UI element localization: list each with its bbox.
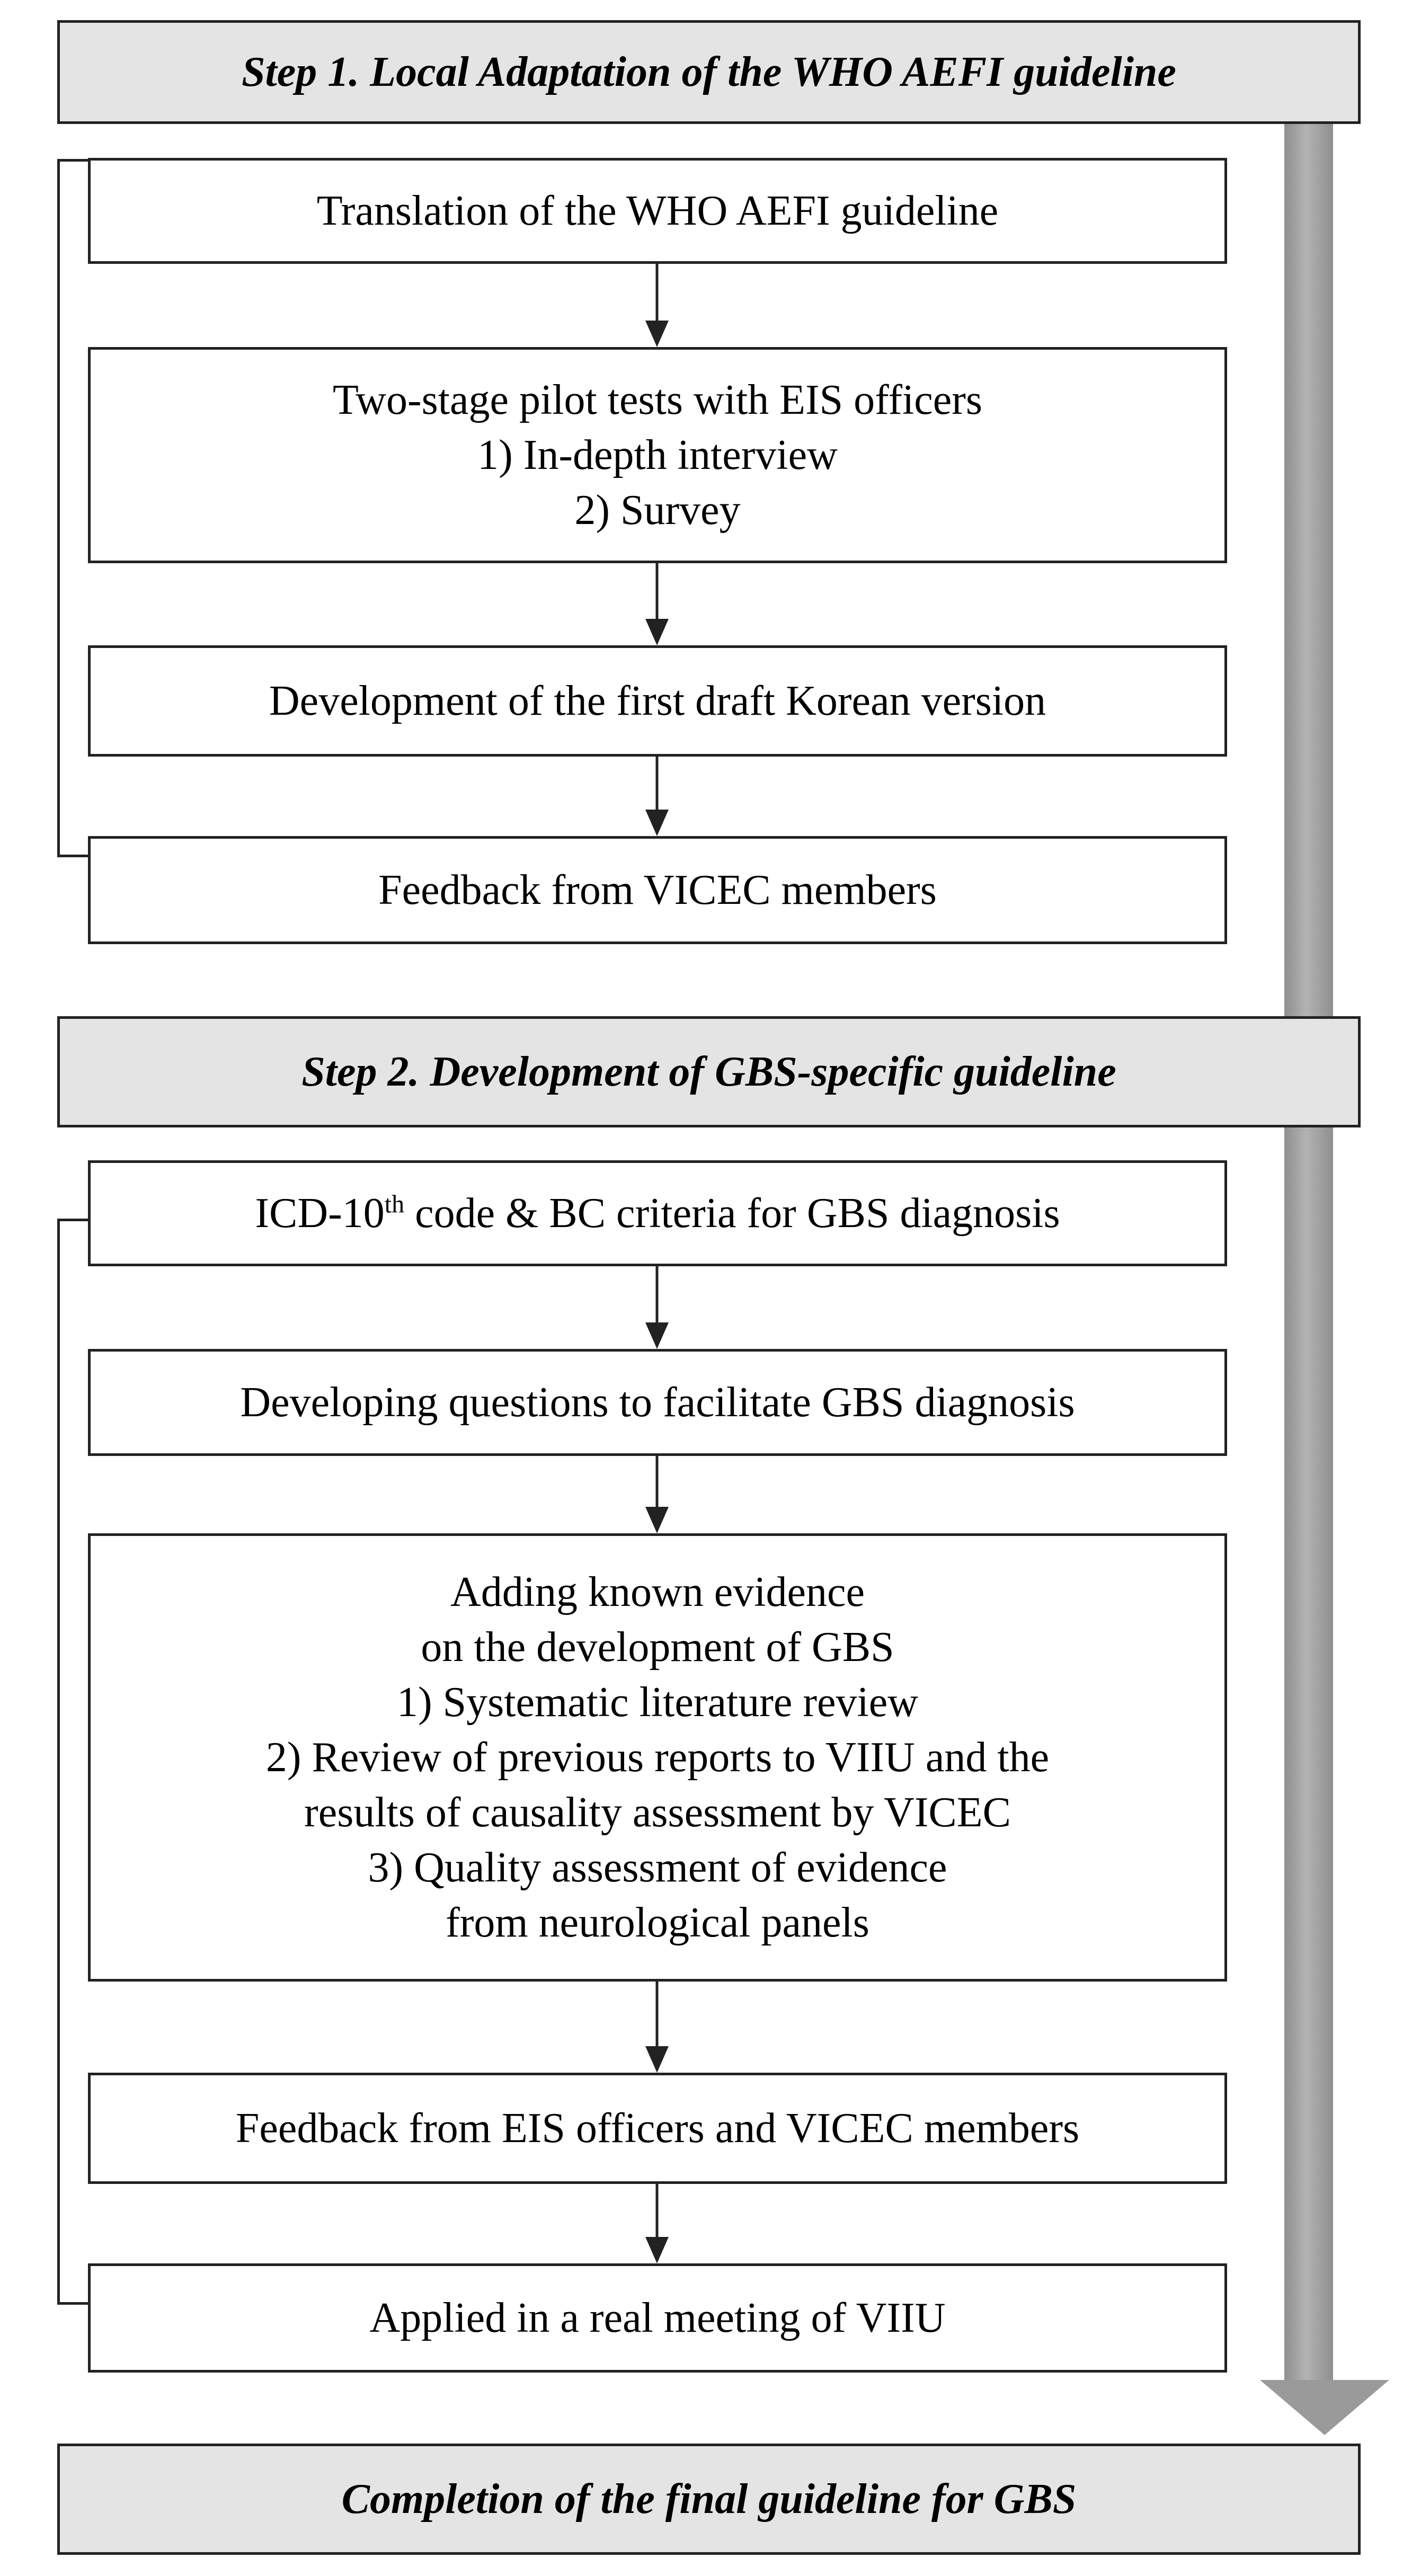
icd-suffix: code & BC criteria for GBS diagnosis xyxy=(404,1190,1060,1237)
step2-real-meeting-box xyxy=(88,2263,1227,2373)
box-text: 2) Survey xyxy=(574,487,741,534)
box-text: results of causality assessment by VICEC xyxy=(304,1789,1011,1836)
box-text: Feedback from EIS officers and VICEC members xyxy=(235,2105,1080,2152)
box-text: 1) Systematic literature review xyxy=(396,1679,919,1726)
step2-icd-criteria-box xyxy=(88,1160,1227,1266)
step2-questions-box xyxy=(88,1349,1227,1456)
arrowhead-1 xyxy=(645,321,669,347)
arrowhead-6 xyxy=(645,2046,669,2073)
box-text: from neurological panels xyxy=(446,1899,869,1946)
box-text: Developing questions to facilitate GBS diagnosis xyxy=(240,1379,1075,1426)
step2-eis-vicec-feedback-box xyxy=(88,2073,1227,2184)
step1-bracket xyxy=(57,159,89,857)
icd-prefix: ICD-10 xyxy=(255,1190,385,1237)
box-text: Feedback from VICEC members xyxy=(378,867,937,913)
box-text: Adding known evidence xyxy=(450,1569,865,1615)
box-text xyxy=(255,1186,1060,1241)
arrowhead-2 xyxy=(645,619,669,645)
step2-header xyxy=(57,1016,1361,1127)
box-text: Two-stage pilot tests with EIS officers xyxy=(332,377,983,423)
step2-header-text: Step 2. Development of GBS-specific guideline xyxy=(301,1048,1116,1095)
step1-first-draft-box xyxy=(88,645,1227,757)
step1-header-text: Step 1. Local Adaptation of the WHO AEFI guideline xyxy=(242,48,1176,95)
arrowhead-5 xyxy=(645,1507,669,1533)
step1-vicec-feedback-box xyxy=(88,836,1227,944)
box-text: on the development of GBS xyxy=(421,1624,894,1671)
step2-bracket xyxy=(57,1219,89,2305)
arrowhead-3 xyxy=(645,810,669,836)
box-text: Applied in a real meeting of VIIU xyxy=(369,2295,946,2341)
step1-header xyxy=(57,20,1361,124)
box-text: Translation of the WHO AEFI guideline xyxy=(316,188,999,234)
box-text: 1) In-depth interview xyxy=(477,432,838,478)
box-text: Development of the first draft Korean version xyxy=(269,678,1046,724)
arrowhead-4 xyxy=(645,1322,669,1349)
box-text: 3) Quality assessment of evidence xyxy=(368,1844,947,1891)
step1-pilot-tests-box xyxy=(88,347,1227,563)
step1-translation-box xyxy=(88,158,1227,264)
box-text: 2) Review of previous reports to VIIU and the xyxy=(265,1734,1050,1781)
step2-evidence-box xyxy=(88,1533,1227,1982)
icd-superscript: th xyxy=(384,1190,405,1219)
arrowhead-7 xyxy=(645,2237,669,2263)
final-header-text: Completion of the final guideline for GBS xyxy=(341,2475,1077,2522)
final-header xyxy=(57,2444,1361,2555)
progress-arrow xyxy=(1250,122,1399,2437)
